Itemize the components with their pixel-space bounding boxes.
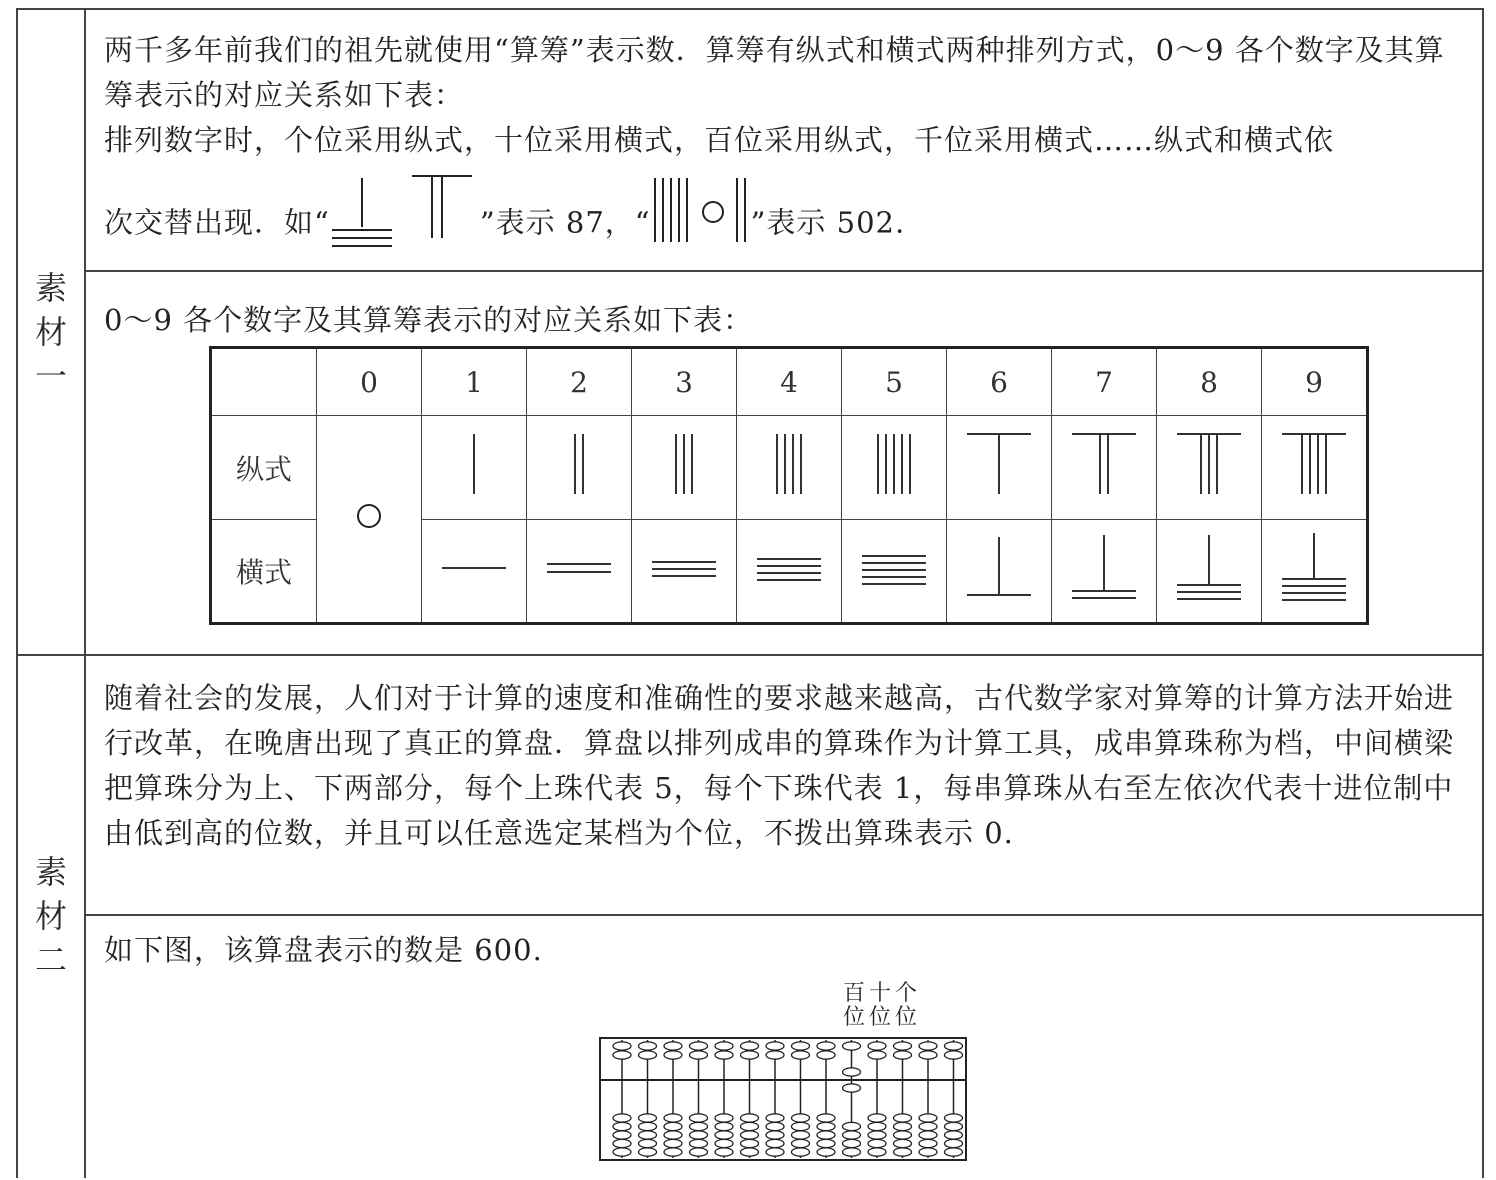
horizontal-4 <box>737 520 842 624</box>
abacus-lower-bead <box>945 1131 963 1139</box>
abacus-upper-bead <box>843 1068 861 1076</box>
abacus-lower-bead <box>792 1139 810 1147</box>
vertical-3 <box>632 416 737 520</box>
abacus-lower-bead <box>664 1131 682 1139</box>
abacus-lower-bead <box>766 1148 784 1156</box>
abacus-lower-bead <box>690 1148 708 1156</box>
abacus-upper-bead <box>817 1051 835 1059</box>
horizontal-3 <box>632 520 737 624</box>
abacus-upper-bead <box>868 1042 886 1050</box>
abacus-lower-bead <box>613 1139 631 1147</box>
abacus-upper-bead <box>639 1051 657 1059</box>
digit-header: 5 <box>842 348 947 416</box>
horizontal-5 <box>842 520 947 624</box>
abacus-upper-bead <box>639 1042 657 1050</box>
abacus-upper-bead <box>715 1051 733 1059</box>
section1-para1: 两千多年前我们的祖先就使用“算筹”表示数．算筹有纵式和横式两种排列方式，0～9 各个数字及其算筹表示的对应关系如下表： <box>104 33 1445 112</box>
abacus-lower-bead <box>613 1114 631 1122</box>
abacus-lower-bead <box>639 1131 657 1139</box>
abacus-lower-bead <box>690 1139 708 1147</box>
abacus-upper-bead <box>741 1051 759 1059</box>
rod-numeral-table <box>209 346 1369 625</box>
abacus-upper-bead <box>766 1042 784 1050</box>
abacus-lower-bead <box>919 1122 937 1130</box>
abacus-lower-bead <box>919 1114 937 1122</box>
table-intro: 0～9 各个数字及其算筹表示的对应关系如下表： <box>104 303 754 337</box>
table-corner-cell <box>211 348 317 416</box>
label-tens: 十位 <box>868 981 891 1030</box>
abacus-lower-bead <box>690 1122 708 1130</box>
abacus-lower-bead <box>945 1122 963 1130</box>
vertical-6 <box>947 416 1052 520</box>
abacus-lower-bead <box>639 1139 657 1147</box>
abacus-lower-bead <box>919 1139 937 1147</box>
abacus-lower-bead <box>792 1148 810 1156</box>
abacus-lower-bead <box>792 1122 810 1130</box>
abacus-lower-bead <box>894 1139 912 1147</box>
abacus-upper-bead <box>894 1042 912 1050</box>
para3-mid: ”表示 87，“ <box>479 205 651 240</box>
digit-header: 0 <box>317 348 422 416</box>
abacus-upper-bead <box>843 1042 861 1050</box>
abacus-upper-bead <box>613 1051 631 1059</box>
abacus-lower-bead <box>945 1114 963 1122</box>
abacus-lower-bead <box>639 1122 657 1130</box>
abacus-lower-bead <box>843 1122 861 1130</box>
abacus-lower-bead <box>817 1122 835 1130</box>
abacus-lower-bead <box>843 1084 861 1092</box>
digit-header: 7 <box>1052 348 1157 416</box>
abacus-lower-bead <box>766 1131 784 1139</box>
abacus-lower-bead <box>613 1148 631 1156</box>
abacus-upper-bead <box>715 1042 733 1050</box>
zero-symbol-cell <box>317 416 422 624</box>
digit-header: 9 <box>1262 348 1368 416</box>
abacus-lower-bead <box>919 1131 937 1139</box>
abacus-lower-bead <box>843 1148 861 1156</box>
label-hundreds: 百位 <box>842 981 865 1030</box>
abacus-lower-bead <box>741 1139 759 1147</box>
table-header-row <box>211 348 1368 416</box>
abacus-upper-bead <box>792 1051 810 1059</box>
rod-example-87 <box>330 172 480 277</box>
abacus-lower-bead <box>715 1139 733 1147</box>
abacus-lower-bead <box>741 1122 759 1130</box>
vertical-8 <box>1157 416 1262 520</box>
abacus-upper-bead <box>919 1051 937 1059</box>
abacus-upper-bead <box>613 1042 631 1050</box>
abacus-lower-bead <box>766 1122 784 1130</box>
abacus-upper-bead <box>664 1051 682 1059</box>
abacus-lower-bead <box>766 1114 784 1122</box>
vertical-5 <box>842 416 947 520</box>
abacus-lower-bead <box>868 1131 886 1139</box>
abacus-lower-bead <box>715 1148 733 1156</box>
section1-label <box>20 266 82 398</box>
abacus-lower-bead <box>741 1131 759 1139</box>
abacus-lower-bead <box>843 1131 861 1139</box>
abacus-lower-bead <box>613 1131 631 1139</box>
abacus-lower-bead <box>792 1114 810 1122</box>
abacus-lower-bead <box>817 1139 835 1147</box>
abacus-lower-bead <box>945 1148 963 1156</box>
vertical-7 <box>1052 416 1157 520</box>
digit-header: 4 <box>737 348 842 416</box>
column-divider <box>84 8 86 1178</box>
abacus-lower-bead <box>664 1114 682 1122</box>
horizontal-2 <box>527 520 632 624</box>
abacus-upper-bead <box>792 1042 810 1050</box>
digit-header: 2 <box>527 348 632 416</box>
abacus-lower-bead <box>639 1114 657 1122</box>
section1-para2: 排列数字时，个位采用纵式，十位采用横式，百位采用纵式，千位采用横式……纵式和横式依 <box>104 123 1335 157</box>
section2-example: 如下图，该算盘表示的数是 600. <box>104 933 543 967</box>
section2-label-text: 素材二 <box>34 853 67 979</box>
abacus-lower-bead <box>894 1131 912 1139</box>
abacus-lower-bead <box>868 1148 886 1156</box>
digit-header: 8 <box>1157 348 1262 416</box>
horizontal-9 <box>1262 520 1368 624</box>
digit-header: 3 <box>632 348 737 416</box>
row-divider-2a <box>86 914 1484 916</box>
abacus-lower-bead <box>715 1122 733 1130</box>
abacus-lower-bead <box>664 1122 682 1130</box>
section2-label <box>20 850 82 982</box>
abacus-lower-bead <box>817 1131 835 1139</box>
abacus-lower-bead <box>945 1139 963 1147</box>
vertical-9 <box>1262 416 1368 520</box>
horizontal-6 <box>947 520 1052 624</box>
abacus-figure <box>598 1036 970 1164</box>
horizontal-form-label: 横式 <box>211 520 317 624</box>
digit-header: 6 <box>947 348 1052 416</box>
abacus-upper-bead <box>868 1051 886 1059</box>
abacus-upper-bead <box>894 1051 912 1059</box>
abacus-lower-bead <box>715 1131 733 1139</box>
label-ones: 个位 <box>894 981 917 1030</box>
row-divider-main <box>16 654 1484 656</box>
vertical-1 <box>422 416 527 520</box>
section1-label-text: 素材一 <box>34 269 67 395</box>
vertical-4 <box>737 416 842 520</box>
para3-prefix: 次交替出现．如“ <box>104 205 330 240</box>
abacus-lower-bead <box>741 1114 759 1122</box>
abacus-place-labels <box>840 982 920 1030</box>
abacus-upper-bead <box>766 1051 784 1059</box>
section1-para3 <box>104 172 1466 277</box>
abacus-lower-bead <box>817 1114 835 1122</box>
vertical-form-label: 纵式 <box>211 416 317 520</box>
horizontal-8 <box>1157 520 1262 624</box>
abacus-lower-bead <box>613 1122 631 1130</box>
horizontal-1 <box>422 520 527 624</box>
abacus-upper-bead <box>945 1042 963 1050</box>
abacus-lower-bead <box>843 1139 861 1147</box>
abacus-upper-bead <box>741 1042 759 1050</box>
abacus-lower-bead <box>894 1122 912 1130</box>
rod-example-502 <box>651 172 751 277</box>
abacus-lower-bead <box>664 1139 682 1147</box>
abacus-lower-bead <box>715 1114 733 1122</box>
digit-header: 1 <box>422 348 527 416</box>
para3-suffix: ”表示 502. <box>750 205 906 240</box>
section2-para: 随着社会的发展，人们对于计算的速度和准确性的要求越来越高，古代数学家对算筹的计算方法开始进行改革，在晚唐出现了真正的算盘．算盘以排列成串的算珠作为计算工具，成串算珠称为档，中间横梁把算珠分为上、下两部分，每个上珠代表 5，每个下珠代表 1，每串算珠从右至左依次代表十进位制中由低到高的位数，并且可以任意选定某档为个位，不拨出算珠表示 0. <box>104 681 1455 850</box>
abacus-lower-bead <box>792 1131 810 1139</box>
abacus-upper-bead <box>945 1051 963 1059</box>
abacus-lower-bead <box>766 1139 784 1147</box>
abacus-lower-bead <box>817 1148 835 1156</box>
abacus-upper-bead <box>664 1042 682 1050</box>
abacus-lower-bead <box>664 1148 682 1156</box>
abacus-lower-bead <box>868 1122 886 1130</box>
abacus-lower-bead <box>919 1148 937 1156</box>
abacus-upper-bead <box>690 1051 708 1059</box>
abacus-lower-bead <box>894 1114 912 1122</box>
abacus-lower-bead <box>868 1139 886 1147</box>
horizontal-7 <box>1052 520 1157 624</box>
abacus-lower-bead <box>639 1148 657 1156</box>
abacus-upper-bead <box>919 1042 937 1050</box>
abacus-lower-bead <box>868 1114 886 1122</box>
vertical-form-row <box>211 416 1368 520</box>
abacus-lower-bead <box>894 1148 912 1156</box>
zero-circle-symbol <box>354 501 384 531</box>
abacus-upper-bead <box>817 1042 835 1050</box>
abacus-upper-bead <box>690 1042 708 1050</box>
abacus-lower-bead <box>690 1114 708 1122</box>
abacus-lower-bead <box>741 1148 759 1156</box>
abacus-lower-bead <box>690 1131 708 1139</box>
vertical-2 <box>527 416 632 520</box>
